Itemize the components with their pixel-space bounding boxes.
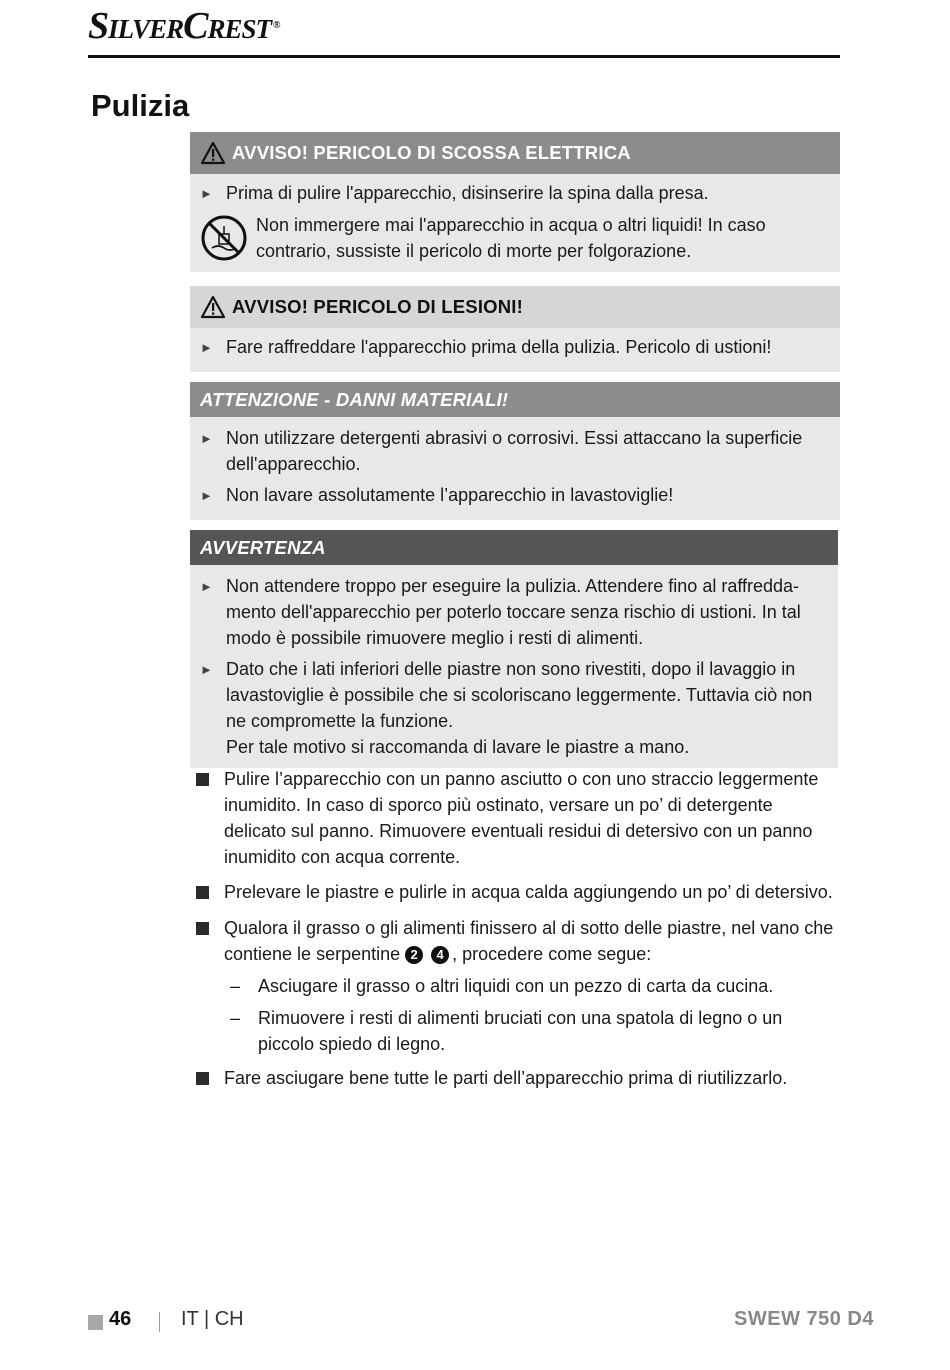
step-item: Fare asciugare bene tutte le parti dell’apparecchio prima di riutilizzarlo. [196,1065,836,1092]
warning-heading: AVVISO! PERICOLO DI SCOSSA ELETTRICA [190,132,840,174]
list-item: ► Dato che i lati inferiori delle piastre non sono rivestiti, dopo il lavaggio in lavastoviglie è possibile che si scoloriscano leggermente. Tuttavia ciò non ne compromette la funzione. Per tale motivo si raccomanda di lavare le piastre a mano. [200,656,824,760]
warning-triangle-icon [200,295,226,319]
cleaning-steps [196,766,836,1101]
warning-box-injury [190,286,840,372]
dash-bullet: – [230,1008,241,1028]
square-bullet-icon [196,766,224,870]
bullet-arrow-icon: ► [200,431,213,446]
ref-number-2: 2 [405,946,423,964]
caution-box-material [190,382,840,520]
list-item: ► Fare raffreddare l'apparecchio prima della pulizia. Pericolo di ustioni! [200,334,826,361]
list-item: ► Non lavare assolutamente l’apparecchio in lavastoviglie! [200,482,826,509]
square-bullet-icon [196,879,224,906]
bullet-arrow-icon: ► [200,340,213,355]
bullet-arrow-icon: ► [200,579,213,594]
square-bullet-icon [196,915,224,967]
language-label: IT | CH [181,1308,244,1330]
ref-number-4: 4 [431,946,449,964]
page-title: Pulizia [91,88,190,123]
list-item: ► Prima di pulire l'apparecchio, disinserire la spina dalla presa. [200,180,826,207]
sub-item: – Rimuovere i resti di alimenti bruciati con una spatola di legno o un piccolo spiedo di legno. [230,1005,836,1057]
bullet-arrow-icon: ► [200,488,213,503]
brand-logo: SilverCrest ® [88,5,280,47]
step-item: Qualora il grasso o gli alimenti finissero al di sotto delle piastre, nel vano che contiene le serpentine 2 4 , procedere come segue: [196,915,836,967]
footer-square-icon [88,1315,103,1330]
page-footer [88,1308,874,1338]
dash-bullet: – [230,976,241,996]
bullet-arrow-icon: ► [200,662,213,677]
step-item: Prelevare le piastre e pulirle in acqua calda aggiungendo un po’ di detersivo. [196,879,836,906]
warning-triangle-icon [200,141,226,165]
footer-divider [159,1312,160,1332]
list-item: Non immergere mai l'apparecchio in acqua o altri liquidi! In caso contrario, sussiste il pericolo di morte per folgorazione. [200,212,826,264]
note-box [190,530,838,768]
warning-box-electric [190,132,840,272]
list-item: ► Non utilizzare detergenti abrasivi o corrosivi. Essi attaccano la superficie dell'apparecchio. [200,425,826,477]
no-immersion-icon [200,212,256,264]
page-number: 46 [109,1308,132,1330]
note-heading: AVVERTENZA [190,530,838,565]
bullet-arrow-icon: ► [200,186,213,201]
step-item: Pulire l’apparecchio con un panno asciutto o con uno straccio leggermente inumidito. In caso di sporco più ostinato, versare un po’ di detergente delicato sul panno. Rimuovere eventuali residui di detersivo con un panno inumidito con acqua corrente. [196,766,836,870]
sub-item: – Asciugare il grasso o altri liquidi con un pezzo di carta da cucina. [230,973,836,999]
square-bullet-icon [196,1065,224,1092]
header-rule [88,55,840,58]
list-item: ► Non attendere troppo per eseguire la pulizia. Attendere fino al raffredda-mento dell'apparecchio per poterlo toccare senza rischio di ustioni. In tal modo è possibile rimuovere meglio i resti di alimenti. [200,573,824,651]
model-number: SWEW 750 D4 [734,1308,874,1330]
caution-heading: ATTENZIONE - DANNI MATERIALI! [190,382,840,417]
warning-heading: AVVISO! PERICOLO DI LESIONI! [190,286,840,328]
